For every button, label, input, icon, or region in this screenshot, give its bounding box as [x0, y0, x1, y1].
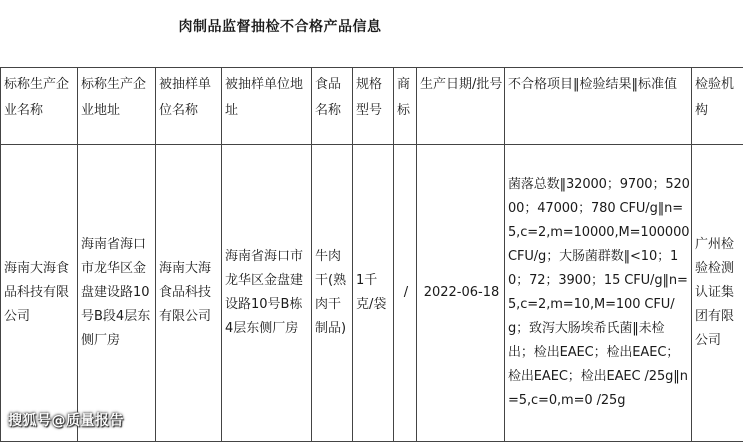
- cell-spec: 1千克/袋: [353, 145, 394, 442]
- header-inspection-agency: 检验机构: [692, 68, 743, 145]
- cell-production-date: 2022-06-18: [417, 145, 505, 442]
- page-title: 肉制品监督抽检不合格产品信息: [0, 16, 560, 36]
- unqualified-products-table: [0, 67, 743, 442]
- source-watermark: 搜狐号@质量报告: [8, 410, 124, 430]
- header-brand: 商标: [394, 68, 417, 145]
- header-spec: 规格型号: [353, 68, 394, 145]
- header-sampled-unit-address: 被抽样单位地址: [222, 68, 312, 145]
- cell-food-name: 牛肉干(熟肉干制品): [312, 145, 353, 442]
- header-sampled-unit: 被抽样单位名称: [156, 68, 222, 145]
- cell-sampled-unit-address: 海南省海口市龙华区金盘建设路10号B栋4层东侧厂房: [222, 145, 312, 442]
- table-row: [1, 145, 743, 442]
- table-header-row: [1, 68, 743, 145]
- header-producer-address: 标称生产企业地址: [78, 68, 156, 145]
- cell-producer: 海南大海食品科技有限公司: [1, 145, 78, 442]
- cell-sampled-unit: 海南大海食品科技有限公司: [156, 145, 222, 442]
- header-results: 不合格项目‖检验结果‖标准值: [505, 68, 692, 145]
- header-producer: 标称生产企业名称: [1, 68, 78, 145]
- header-food-name: 食品名称: [312, 68, 353, 145]
- header-production-date: 生产日期/批号: [417, 68, 505, 145]
- cell-inspection-agency: 广州检验检测认证集团有限公司: [692, 145, 743, 442]
- cell-results: 菌落总数‖32000；9700；52000；47000；780 CFU/g‖n=5,c=2,m=10000,M=100000 CFU/g；大肠菌群数‖<10；10；72；3900；15 CFU/g‖n=5,c=2,m=10,M=100 CFU/g；致泻大肠埃希氏菌‖未检出；检出EAEC；检出EAEC；检出EAEC；检出EAEC /25g‖n=5,c=0,m=0 /25g: [505, 145, 692, 442]
- cell-brand: /: [394, 145, 417, 442]
- cell-producer-address: 海南省海口市龙华区金盘建设路10号B段4层东侧厂房: [78, 145, 156, 442]
